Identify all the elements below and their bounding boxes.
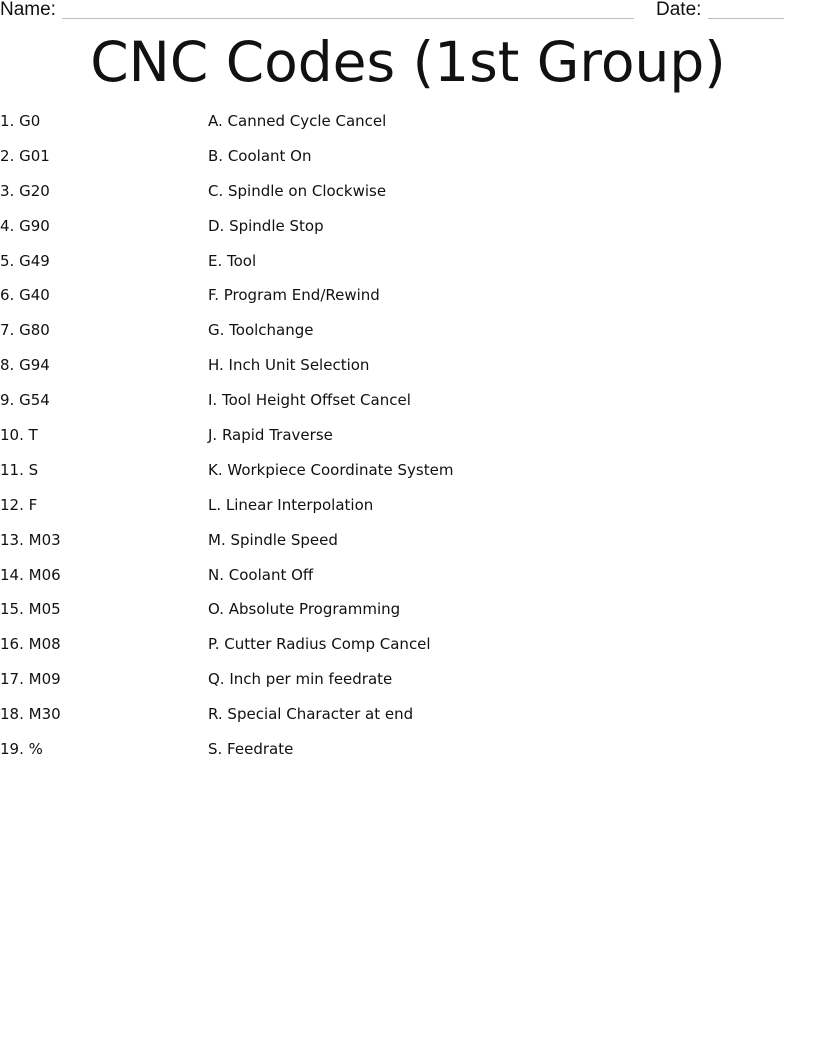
matching-row (0, 732, 816, 767)
matching-row (0, 139, 816, 174)
definition-item: N. Coolant Off (208, 565, 314, 584)
matching-row (0, 244, 816, 279)
definition-item: M. Spindle Speed (208, 530, 338, 549)
code-item: 10. T (0, 426, 38, 445)
matching-row (0, 453, 816, 488)
code-item: 1. G0 (0, 112, 41, 130)
code-item: 3. G20 (0, 181, 50, 200)
matching-row (0, 523, 816, 558)
matching-row (0, 313, 816, 348)
definition-item: F. Program End/Rewind (208, 286, 380, 305)
code-item: 6. G40 (0, 286, 50, 305)
matching-row (0, 278, 816, 313)
definition-item: I. Tool Height Offset Cancel (208, 391, 411, 410)
definition-item: Q. Inch per min feedrate (208, 670, 393, 689)
definition-item: L. Linear Interpolation (208, 495, 374, 514)
code-item: 12. F (0, 495, 38, 514)
code-item: 7. G80 (0, 321, 50, 340)
code-item: 5. G49 (0, 251, 50, 270)
definition-item: E. Tool (208, 251, 257, 270)
definition-item: O. Absolute Programming (208, 600, 401, 619)
matching-row (0, 209, 816, 244)
worksheet-header (0, 0, 816, 24)
code-item: 13. M03 (0, 530, 61, 549)
definition-item: R. Special Character at end (208, 705, 414, 724)
name-field-line[interactable] (62, 18, 634, 19)
matching-row (0, 174, 816, 209)
code-item: 8. G94 (0, 356, 50, 375)
matching-row (0, 558, 816, 593)
code-item: 14. M06 (0, 565, 61, 584)
matching-row (0, 488, 816, 523)
matching-row (0, 697, 816, 732)
definition-item: B. Coolant On (208, 146, 312, 165)
matching-row (0, 662, 816, 697)
code-item: 16. M08 (0, 635, 61, 654)
name-label: Name: (0, 0, 56, 20)
definition-item: J. Rapid Traverse (208, 426, 333, 445)
date-field-line[interactable] (708, 18, 784, 19)
matching-row (0, 348, 816, 383)
matching-row (0, 627, 816, 662)
definition-item: D. Spindle Stop (208, 216, 324, 235)
code-item: 9. G54 (0, 391, 50, 410)
code-item: 11. S (0, 460, 39, 479)
definition-item: S. Feedrate (208, 740, 294, 759)
definition-item: P. Cutter Radius Comp Cancel (208, 635, 431, 654)
code-item: 2. G01 (0, 146, 50, 165)
code-item: 18. M30 (0, 705, 61, 724)
code-item: 4. G90 (0, 216, 50, 235)
definition-item: G. Toolchange (208, 321, 314, 340)
date-label: Date: (656, 0, 702, 20)
matching-row (0, 104, 816, 139)
code-item: 15. M05 (0, 600, 61, 619)
definition-item: A. Canned Cycle Cancel (208, 112, 387, 130)
definition-item: K. Workpiece Coordinate System (208, 460, 454, 479)
code-item: 19. % (0, 740, 43, 759)
matching-row (0, 592, 816, 627)
definition-item: H. Inch Unit Selection (208, 356, 370, 375)
definition-item: C. Spindle on Clockwise (208, 181, 387, 200)
matching-row (0, 418, 816, 453)
code-item: 17. M09 (0, 670, 61, 689)
page-title: CNC Codes (1st Group) (90, 30, 726, 94)
matching-row (0, 383, 816, 418)
matching-list (0, 104, 816, 767)
